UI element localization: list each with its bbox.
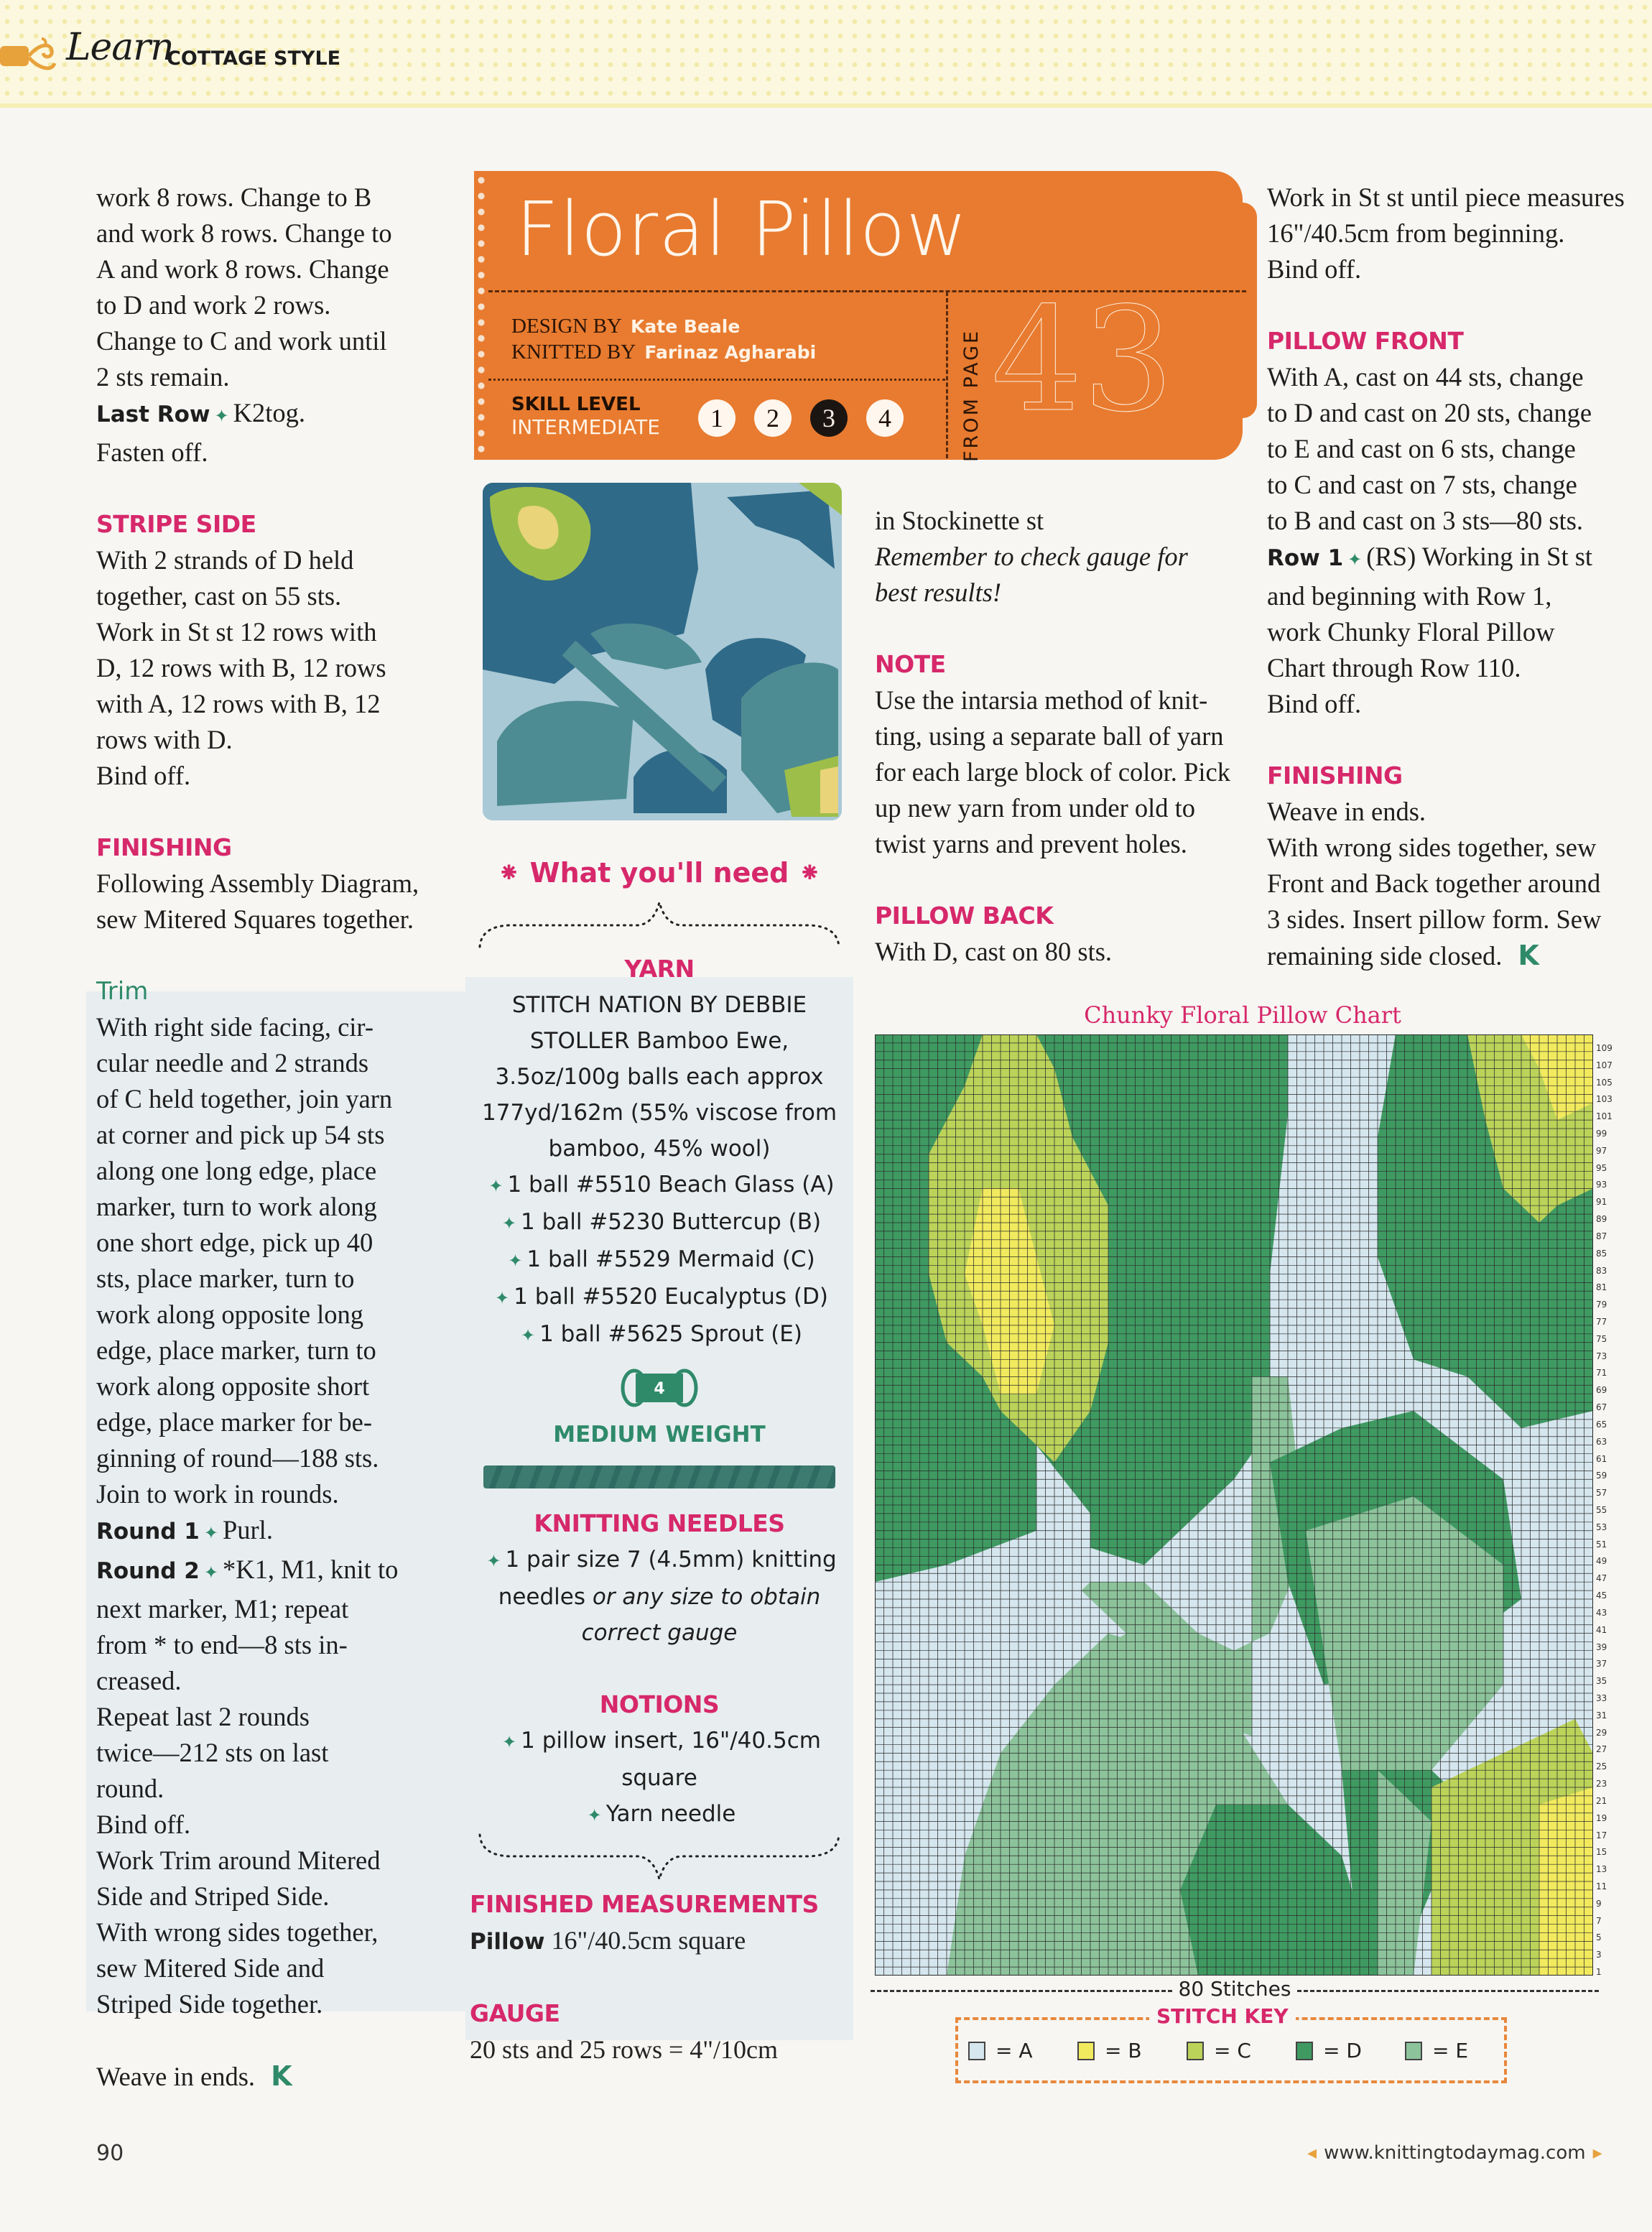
yarn-item-text: 1 ball #5529 Mermaid (C) [526,1246,815,1272]
chart-row-label: 43 [1596,1607,1607,1618]
key-label: = B [1105,2039,1142,2062]
chart-row-label: 17 [1596,1830,1607,1840]
pattern-title: Floral Pillow [516,185,968,273]
needles-italic: or any size to obtain correct gauge [581,1584,821,1646]
diamond-icon: ✦ [521,1325,536,1346]
finishing-text: Following Assembly Diagram, sew Mitered Squares together. [96,869,419,934]
chart-row-label: 109 [1596,1042,1612,1053]
dotted-brace-bottom [465,1833,853,1884]
chart-row-label: 61 [1596,1453,1607,1464]
chart-row-labels [1596,1034,1639,1976]
chart-row-label: 49 [1596,1556,1607,1567]
chart-row-label: 35 [1596,1676,1607,1687]
arrow-left-icon: ◂ [1307,2142,1317,2164]
chart-row-label: 7 [1596,1915,1602,1926]
chart-row-label: 5 [1596,1932,1602,1943]
chart-row-label: 13 [1596,1864,1607,1875]
column-3 [875,503,1263,970]
header-section-title: COTTAGE STYLE [167,47,341,70]
chart-row-label: 51 [1596,1539,1607,1550]
chart-row-label: 67 [1596,1402,1607,1413]
skill-level-value: INTERMEDIATE [511,415,660,439]
yarn-weight-label: MEDIUM WEIGHT [553,1422,766,1448]
finished-measurements-heading: FINISHED MEASUREMENTS [470,1890,819,1918]
yarn-list [465,1167,853,1353]
k-end-mark-icon: K [271,2060,292,2092]
diamond-icon: ✦ [1347,551,1363,570]
chart-row-label: 63 [1596,1436,1607,1447]
yarn-item-text: 1 ball #5625 Sprout (E) [539,1321,802,1347]
chart-row-label: 15 [1596,1847,1607,1858]
chart-row-label: 39 [1596,1641,1607,1652]
last-row-label: Last Row [96,402,210,427]
pillow-back-heading: PILLOW BACK [875,902,1054,930]
diamond-icon: ✦ [495,1288,510,1308]
gauge-text: 20 sts and 25 rows = 4"/10cm [470,2035,778,2064]
skill-dot-4: 4 [866,399,904,437]
knitted-credit [511,341,816,364]
fasten-off-text: Fasten off. [96,437,208,467]
round-2-text: *K1, M1, knit to next marker, M1; repeat from * to end—8 sts in- creased. [96,1555,399,1695]
chart-row-label: 71 [1596,1368,1607,1379]
chart-row-label: 1 [1596,1967,1602,1978]
finishing-heading: FINISHING [96,833,232,861]
trim-heading: Trim [96,977,149,1006]
skill-dot-2: 2 [754,399,792,437]
yarn-item [465,1167,853,1204]
yarn-item-text: 1 ball #5230 Buttercup (B) [521,1209,822,1235]
finished-label: Pillow [470,1929,545,1955]
pillow-front-text: With A, cast on 44 sts, change to D and cast on 20 sts, change to E and cast on 6 sts, change to C and cast on 7 sts, change to B and cast on 3 sts—80 sts. [1267,362,1592,535]
finished-measurements-line [470,1922,853,1960]
chart-row-label: 9 [1596,1898,1602,1909]
design-credit [511,315,740,338]
key-item-b [1077,2039,1158,2062]
chart-title: Chunky Floral Pillow Chart [1084,1001,1401,1029]
round-2-label: Round 2 [96,1558,200,1584]
flourish-icon: ⁕ [789,857,822,889]
finishing-heading: FINISHING [1267,761,1403,789]
arrow-right-icon: ▸ [1592,2142,1602,2164]
divider [946,292,948,458]
chart-row-label: 25 [1596,1761,1607,1772]
chart-row-label: 97 [1596,1145,1607,1156]
skill-level-indicator [698,399,904,437]
chart-row-label: 33 [1596,1693,1607,1703]
scalloped-edge [475,172,487,458]
designer-name: Kate Beale [631,316,741,337]
chart-row-label: 83 [1596,1265,1607,1276]
chart-row-label: 73 [1596,1351,1607,1361]
website-footer [1300,2142,1610,2164]
swatch-e [1405,2042,1422,2060]
diamond-icon: ✦ [486,1551,501,1571]
stitch-count-indicator [871,1977,1599,2006]
swatch-b [1077,2042,1095,2060]
yarn-weight-number: 4 [654,1380,665,1398]
finishing-text [1267,794,1641,974]
header-learn-script: Learn [66,26,174,69]
chart-row-label: 57 [1596,1488,1607,1499]
flourish-icon: ⁕ [497,857,530,889]
chart-row-label: 23 [1596,1779,1607,1789]
round-1-line [96,1512,463,1552]
yarn-strand-image [483,1465,835,1488]
what-youll-need-panel [465,848,853,2067]
skill-dot-3: 3 [810,399,848,437]
diamond-icon: ✦ [502,1732,517,1752]
chart-row-label: 89 [1596,1214,1607,1225]
key-label: = E [1432,2039,1469,2062]
weave-text: Weave in ends. [96,2062,256,2091]
skill-dot-1: 1 [698,399,735,437]
yarn-heading: YARN [624,955,695,983]
note-text: Use the intarsia method of knit- ting, using a separate ball of yarn for each large block of color. Pick up new yarn from under old to twist yarns and prevent holes. [875,685,1230,858]
key-item-d [1296,2039,1376,2062]
chart-row-label: 75 [1596,1333,1607,1344]
chart-row-label: 95 [1596,1162,1607,1173]
chart-row-label: 41 [1596,1624,1607,1635]
chart-row-label: 37 [1596,1659,1607,1670]
pillow-back-text: With D, cast on 80 sts. [875,937,1113,966]
chart-row-label: 29 [1596,1727,1607,1738]
last-row-text: K2tog. [233,398,306,427]
chart-row-label: 105 [1596,1077,1612,1088]
chart-row-label: 93 [1596,1180,1607,1190]
chart-row-label: 31 [1596,1710,1607,1721]
chart-row-label: 85 [1596,1248,1607,1259]
yarn-item [465,1279,853,1316]
from-page-number: 43 [991,277,1174,444]
key-item-e [1405,2039,1485,2062]
trim-text: With right side facing, cir- cular needle and 2 strands of C held together, join yarn at corner and pick up 54 sts along one long edge, place marker, turn to work along one short edge, pick up 40 sts, place marker, turn to work along opposite long edge, place marker, turn to work along opposite short edge, place marker for be- ginning of round—188 sts. Join to work in rounds. [96,1012,393,1509]
key-item-a [968,2039,1049,2062]
finished-text: 16"/40.5cm square [551,1926,746,1955]
column-1 [96,180,463,2095]
chart-row-label: 69 [1596,1385,1607,1396]
yarn-weight-icon [620,1366,699,1409]
scroll-ornament-icon [0,36,65,79]
diamond-icon: ✦ [203,1564,218,1583]
needles-text [465,1542,853,1651]
chart-row-label: 53 [1596,1522,1607,1532]
intro-text: work 8 rows. Change to B and work 8 rows. Change to A and work 8 rows. Change to D and work 2 rows. Change to C and work until 2 sts remain. [96,182,392,392]
pillow-photo [483,483,842,820]
divider [488,379,945,381]
title-card-tab [1214,203,1257,418]
chart-row-label: 87 [1596,1231,1607,1241]
notion-item-text: Yarn needle [605,1801,736,1827]
k-end-mark-icon: K [1518,940,1539,971]
chart-row-label: 91 [1596,1197,1607,1208]
gauge-continued: in Stockinette st [875,506,1044,535]
finishing-text-body: Weave in ends. With wrong sides together, sew Front and Back together around 3 sides. Insert pillow form. Sew remaining side closed. [1267,797,1602,971]
chart-row-label: 77 [1596,1317,1607,1327]
stitch-key-items [968,2039,1485,2062]
pillow-back-continued: Work in St st until piece measures 16"/40.5cm from beginning. Bind off. [1267,182,1625,284]
chart-row-label: 99 [1596,1129,1607,1139]
diamond-icon: ✦ [587,1805,602,1825]
row-1-label: Row 1 [1267,545,1344,571]
yarn-item-text: 1 ball #5510 Beach Glass (A) [507,1172,835,1198]
chart-row-label: 47 [1596,1573,1607,1584]
chart-row-label: 11 [1596,1881,1607,1891]
round-2-line [96,1552,463,1699]
chart-row-label: 55 [1596,1505,1607,1515]
chart-row-label: 65 [1596,1419,1607,1430]
notion-item-text: 1 pillow insert, 16"/40.5cm square [521,1728,821,1791]
yarn-description: STITCH NATION BY DEBBIE STOLLER Bamboo Ewe, 3.5oz/100g balls each approx 177yd/162m (55% viscose from bamboo, 45% wool) [481,992,837,1162]
diamond-icon: ✦ [214,407,229,426]
page-number: 90 [96,2141,124,2166]
chart-row-label: 21 [1596,1795,1607,1806]
chart-row-label: 3 [1596,1950,1602,1960]
diamond-icon: ✦ [501,1213,516,1233]
knitter-name: Farinaz Agharabi [644,342,817,363]
notion-item [465,1796,853,1833]
stripe-side-heading: STRIPE SIDE [96,510,256,538]
chart-row-label: 79 [1596,1300,1607,1310]
skill-level-label: SKILL LEVEL [511,394,641,415]
chart-row-label: 107 [1596,1060,1612,1070]
chart-row-label: 101 [1596,1111,1612,1122]
stitch-count-label: 80 Stitches [1173,1977,1297,2001]
key-label: = A [996,2039,1033,2062]
stitch-key-title: STITCH KEY [1149,2004,1296,2028]
row-1-line [1267,539,1641,722]
yarn-item [465,1241,853,1279]
diamond-icon: ✦ [508,1251,523,1271]
note-heading: NOTE [875,650,946,678]
after-rounds-text: Repeat last 2 rounds twice—212 sts on last round. Bind off. Work Trim around Mitered Side and Striped Side. With wrong sides together, sew Mitered Side and Striped Side together. [96,1702,381,2019]
chart-row-label: 45 [1596,1590,1607,1601]
round-1-text: Purl. [222,1515,273,1545]
chart-row-label: 81 [1596,1282,1607,1293]
website-url[interactable]: www.knittingtodaymag.com [1324,2142,1586,2164]
needles-main: 1 pair size 7 (4.5mm) knitting needles [498,1547,837,1610]
knitted-label: KNITTED BY [511,341,636,363]
needles-heading: KNITTING NEEDLES [534,1509,785,1537]
round-1-label: Round 1 [96,1519,200,1545]
swatch-a [968,2042,985,2060]
what-youll-need-title: What you'll need [529,857,789,889]
notions-list [465,1723,853,1833]
weave-line [96,2058,463,2095]
chart-grid [875,1034,1593,1976]
diamond-icon: ✦ [203,1524,218,1543]
gauge-note: Remember to check gauge for best results! [875,542,1188,607]
from-page-label: FROM PAGE [960,328,983,462]
what-youll-need-heading [465,848,853,898]
knitting-chart [875,1034,1593,1976]
diamond-icon: ✦ [488,1176,504,1196]
yarn-item-text: 1 ball #5520 Eucalyptus (D) [514,1284,828,1310]
gauge-heading: GAUGE [470,1999,560,2027]
notions-heading: NOTIONS [599,1690,720,1718]
pillow-front-heading: PILLOW FRONT [1267,327,1464,355]
chart-row-label: 103 [1596,1094,1612,1105]
column-4 [1267,180,1641,974]
chart-row-label: 27 [1596,1744,1607,1755]
design-label: DESIGN BY [511,315,621,338]
yarn-item [465,1204,853,1241]
swatch-c [1187,2042,1204,2060]
from-page-label-wrap [951,328,991,462]
yarn-item [465,1316,853,1353]
chart-row-label: 59 [1596,1471,1607,1481]
key-label: = D [1323,2039,1362,2062]
notion-item [465,1723,853,1796]
chart-row-label: 19 [1596,1812,1607,1823]
key-item-c [1187,2039,1267,2062]
key-label: = C [1214,2039,1251,2062]
last-row-line [96,395,463,435]
stripe-side-text: With 2 strands of D held together, cast on 55 sts. Work in St st 12 rows with D, 12 rows with B, 12 rows with A, 12 rows with B, 12 rows with D. Bind off. [96,545,386,790]
row-1-text: (RS) Working in St st and beginning with Row 1, work Chunky Floral Pillow Chart through Row 110. Bind off. [1267,542,1593,718]
dotted-brace-top [465,898,853,948]
swatch-d [1296,2042,1313,2060]
